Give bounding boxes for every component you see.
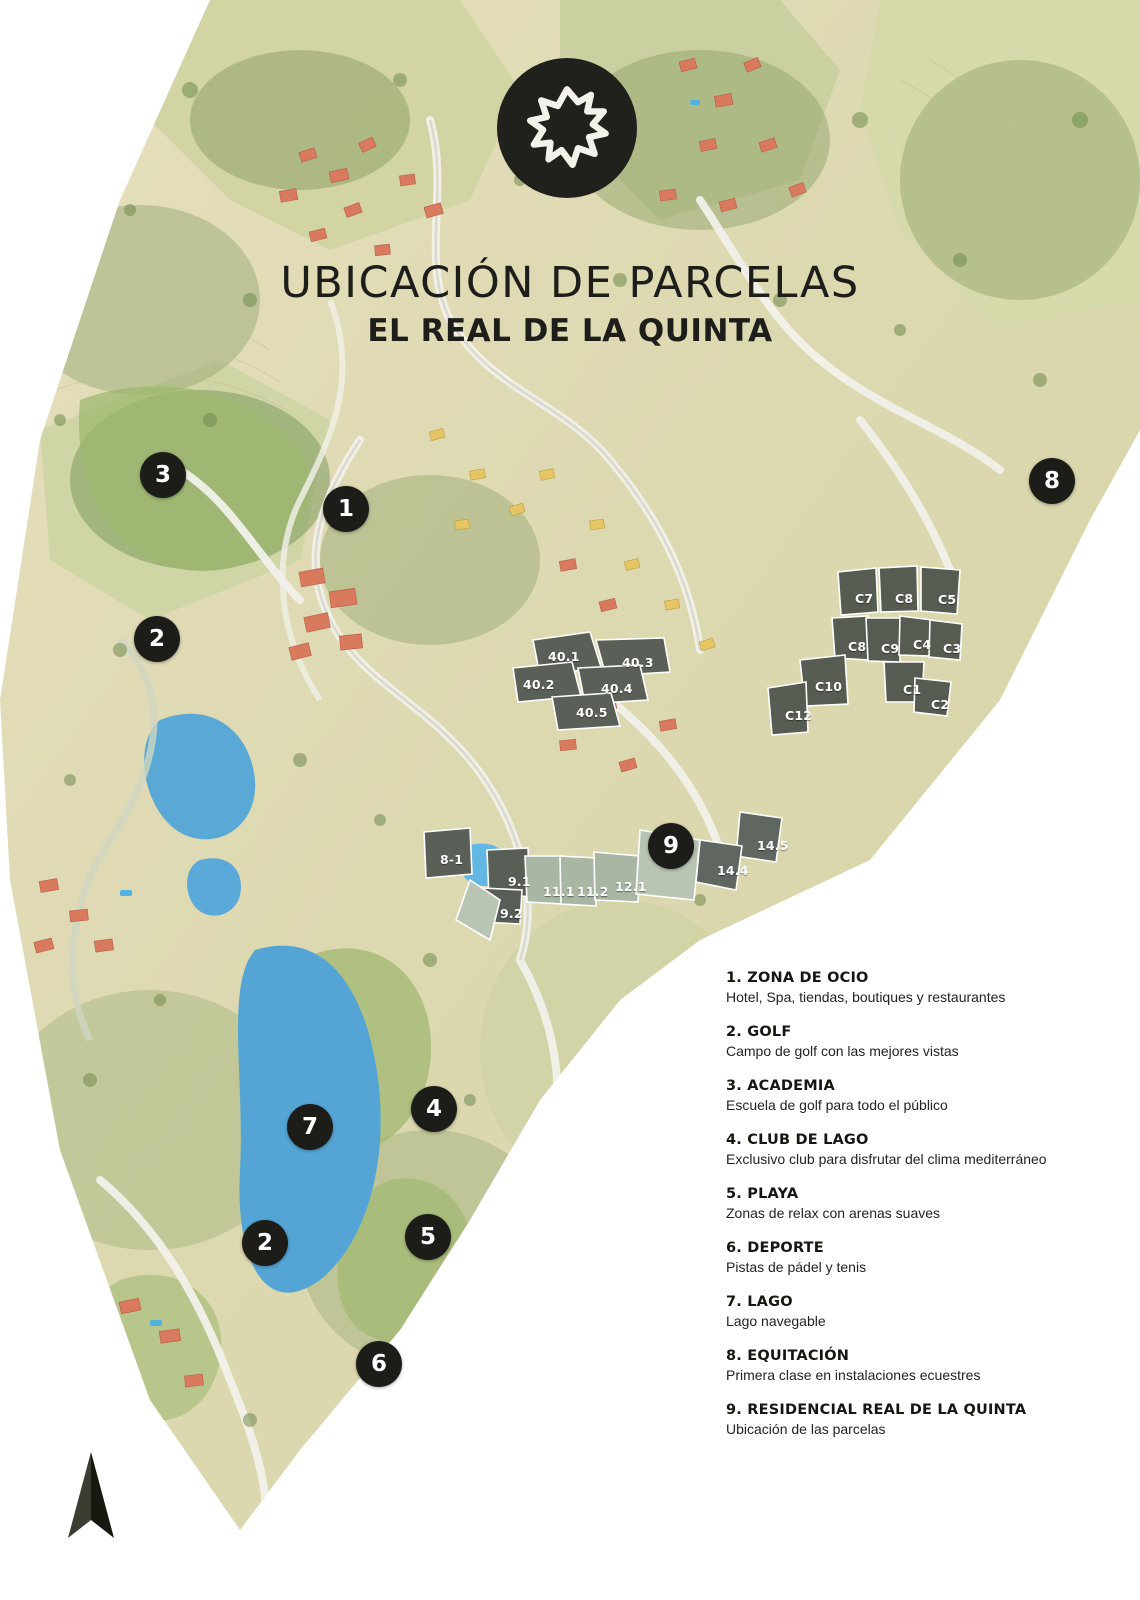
logo-mark-icon (521, 82, 613, 174)
legend-entry-title: 6. DEPORTE (726, 1240, 824, 1256)
parcel-label[interactable]: 40.2 (523, 677, 555, 692)
parcel-label[interactable]: C4 (913, 637, 932, 652)
legend-entry-description: Lago navegable (726, 1313, 826, 1329)
legend-entry (726, 1240, 1126, 1275)
legend-entry-description: Zonas de relax con arenas suaves (726, 1205, 941, 1221)
parcel-label[interactable]: C3 (943, 641, 962, 656)
map-marker-3[interactable]: 3 (140, 452, 186, 498)
map-marker-8[interactable]: 8 (1029, 458, 1075, 504)
map-marker-2[interactable]: 2 (242, 1220, 288, 1266)
legend-entry-description: Escuela de golf para todo el público (726, 1097, 948, 1113)
parcel-label[interactable]: C9 (881, 641, 900, 656)
legend-entry (726, 1078, 1126, 1113)
legend-entry-description: Campo de golf con las mejores vistas (726, 1043, 959, 1059)
legend-entry-title: 5. PLAYA (726, 1186, 799, 1202)
parcel-label[interactable]: 40.3 (622, 655, 654, 670)
parcel-label[interactable]: C12 (785, 708, 813, 723)
legend-entry (726, 970, 1126, 1005)
legend-entry-title: 7. LAGO (726, 1294, 793, 1310)
parcel-label[interactable]: 11.1 (543, 884, 575, 899)
parcel-label[interactable]: C10 (815, 679, 843, 694)
legend-entry (726, 1294, 1126, 1329)
legend-entry-title: 9. RESIDENCIAL REAL DE LA QUINTA (726, 1402, 1027, 1418)
map-marker-5[interactable]: 5 (405, 1214, 451, 1260)
map-marker-7[interactable]: 7 (287, 1104, 333, 1150)
legend-entry-description: Hotel, Spa, tiendas, boutiques y restaurantes (726, 989, 1006, 1005)
legend-entry-title: 2. GOLF (726, 1024, 792, 1040)
map-marker-6[interactable]: 6 (356, 1341, 402, 1387)
map-marker-9[interactable]: 9 (648, 823, 694, 869)
map-marker-1[interactable]: 1 (323, 486, 369, 532)
parcel-label[interactable]: C7 (855, 591, 874, 606)
parcel-label[interactable]: 40.4 (601, 681, 633, 696)
legend-entry (726, 1402, 1126, 1437)
parcel-label[interactable]: 40.5 (576, 705, 608, 720)
parcel-label[interactable]: 12.1 (615, 879, 647, 894)
legend-entry (726, 1024, 1126, 1059)
map-marker-2[interactable]: 2 (134, 616, 180, 662)
legend-entry-title: 4. CLUB DE LAGO (726, 1132, 869, 1148)
legend (726, 970, 1126, 1456)
legend-entry-description: Exclusivo club para disfrutar del clima mediterráneo (726, 1151, 1047, 1167)
parcel-label[interactable]: 14.4 (717, 863, 749, 878)
legend-entry-title: 1. ZONA DE OCIO (726, 970, 869, 986)
parcel-label[interactable]: C8 (895, 591, 914, 606)
parcel-label[interactable]: 9.1 (508, 874, 531, 889)
legend-entry-title: 8. EQUITACIÓN (726, 1348, 850, 1364)
legend-entry-description: Primera clase en instalaciones ecuestres (726, 1367, 981, 1383)
page-title: UBICACIÓN DE PARCELAS (280, 258, 860, 308)
parcel-label[interactable]: 40.1 (548, 649, 580, 664)
legend-entry-description: Pistas de pádel y tenis (726, 1259, 867, 1275)
page-subtitle: EL REAL DE LA QUINTA (367, 313, 773, 349)
parcel-label[interactable]: C8 (848, 639, 867, 654)
parcel-label[interactable]: C2 (931, 697, 950, 712)
parcel-label[interactable]: 8-1 (440, 852, 464, 867)
legend-entry (726, 1132, 1126, 1167)
legend-entry-description: Ubicación de las parcelas (726, 1421, 886, 1437)
parcel-label[interactable]: C5 (938, 592, 957, 607)
parcel-label[interactable]: 11.2 (577, 884, 609, 899)
el-real-de-la-quinta-logo (497, 58, 637, 198)
legend-entry (726, 1186, 1126, 1221)
legend-entry-title: 3. ACADEMIA (726, 1078, 835, 1094)
legend-entry (726, 1348, 1126, 1383)
map-marker-4[interactable]: 4 (411, 1086, 457, 1132)
parcel-label[interactable]: 14.5 (757, 838, 789, 853)
parcel-label[interactable]: C1 (903, 682, 922, 697)
parcel-label[interactable]: 9.2 (500, 906, 523, 921)
north-arrow-icon (62, 1452, 120, 1542)
